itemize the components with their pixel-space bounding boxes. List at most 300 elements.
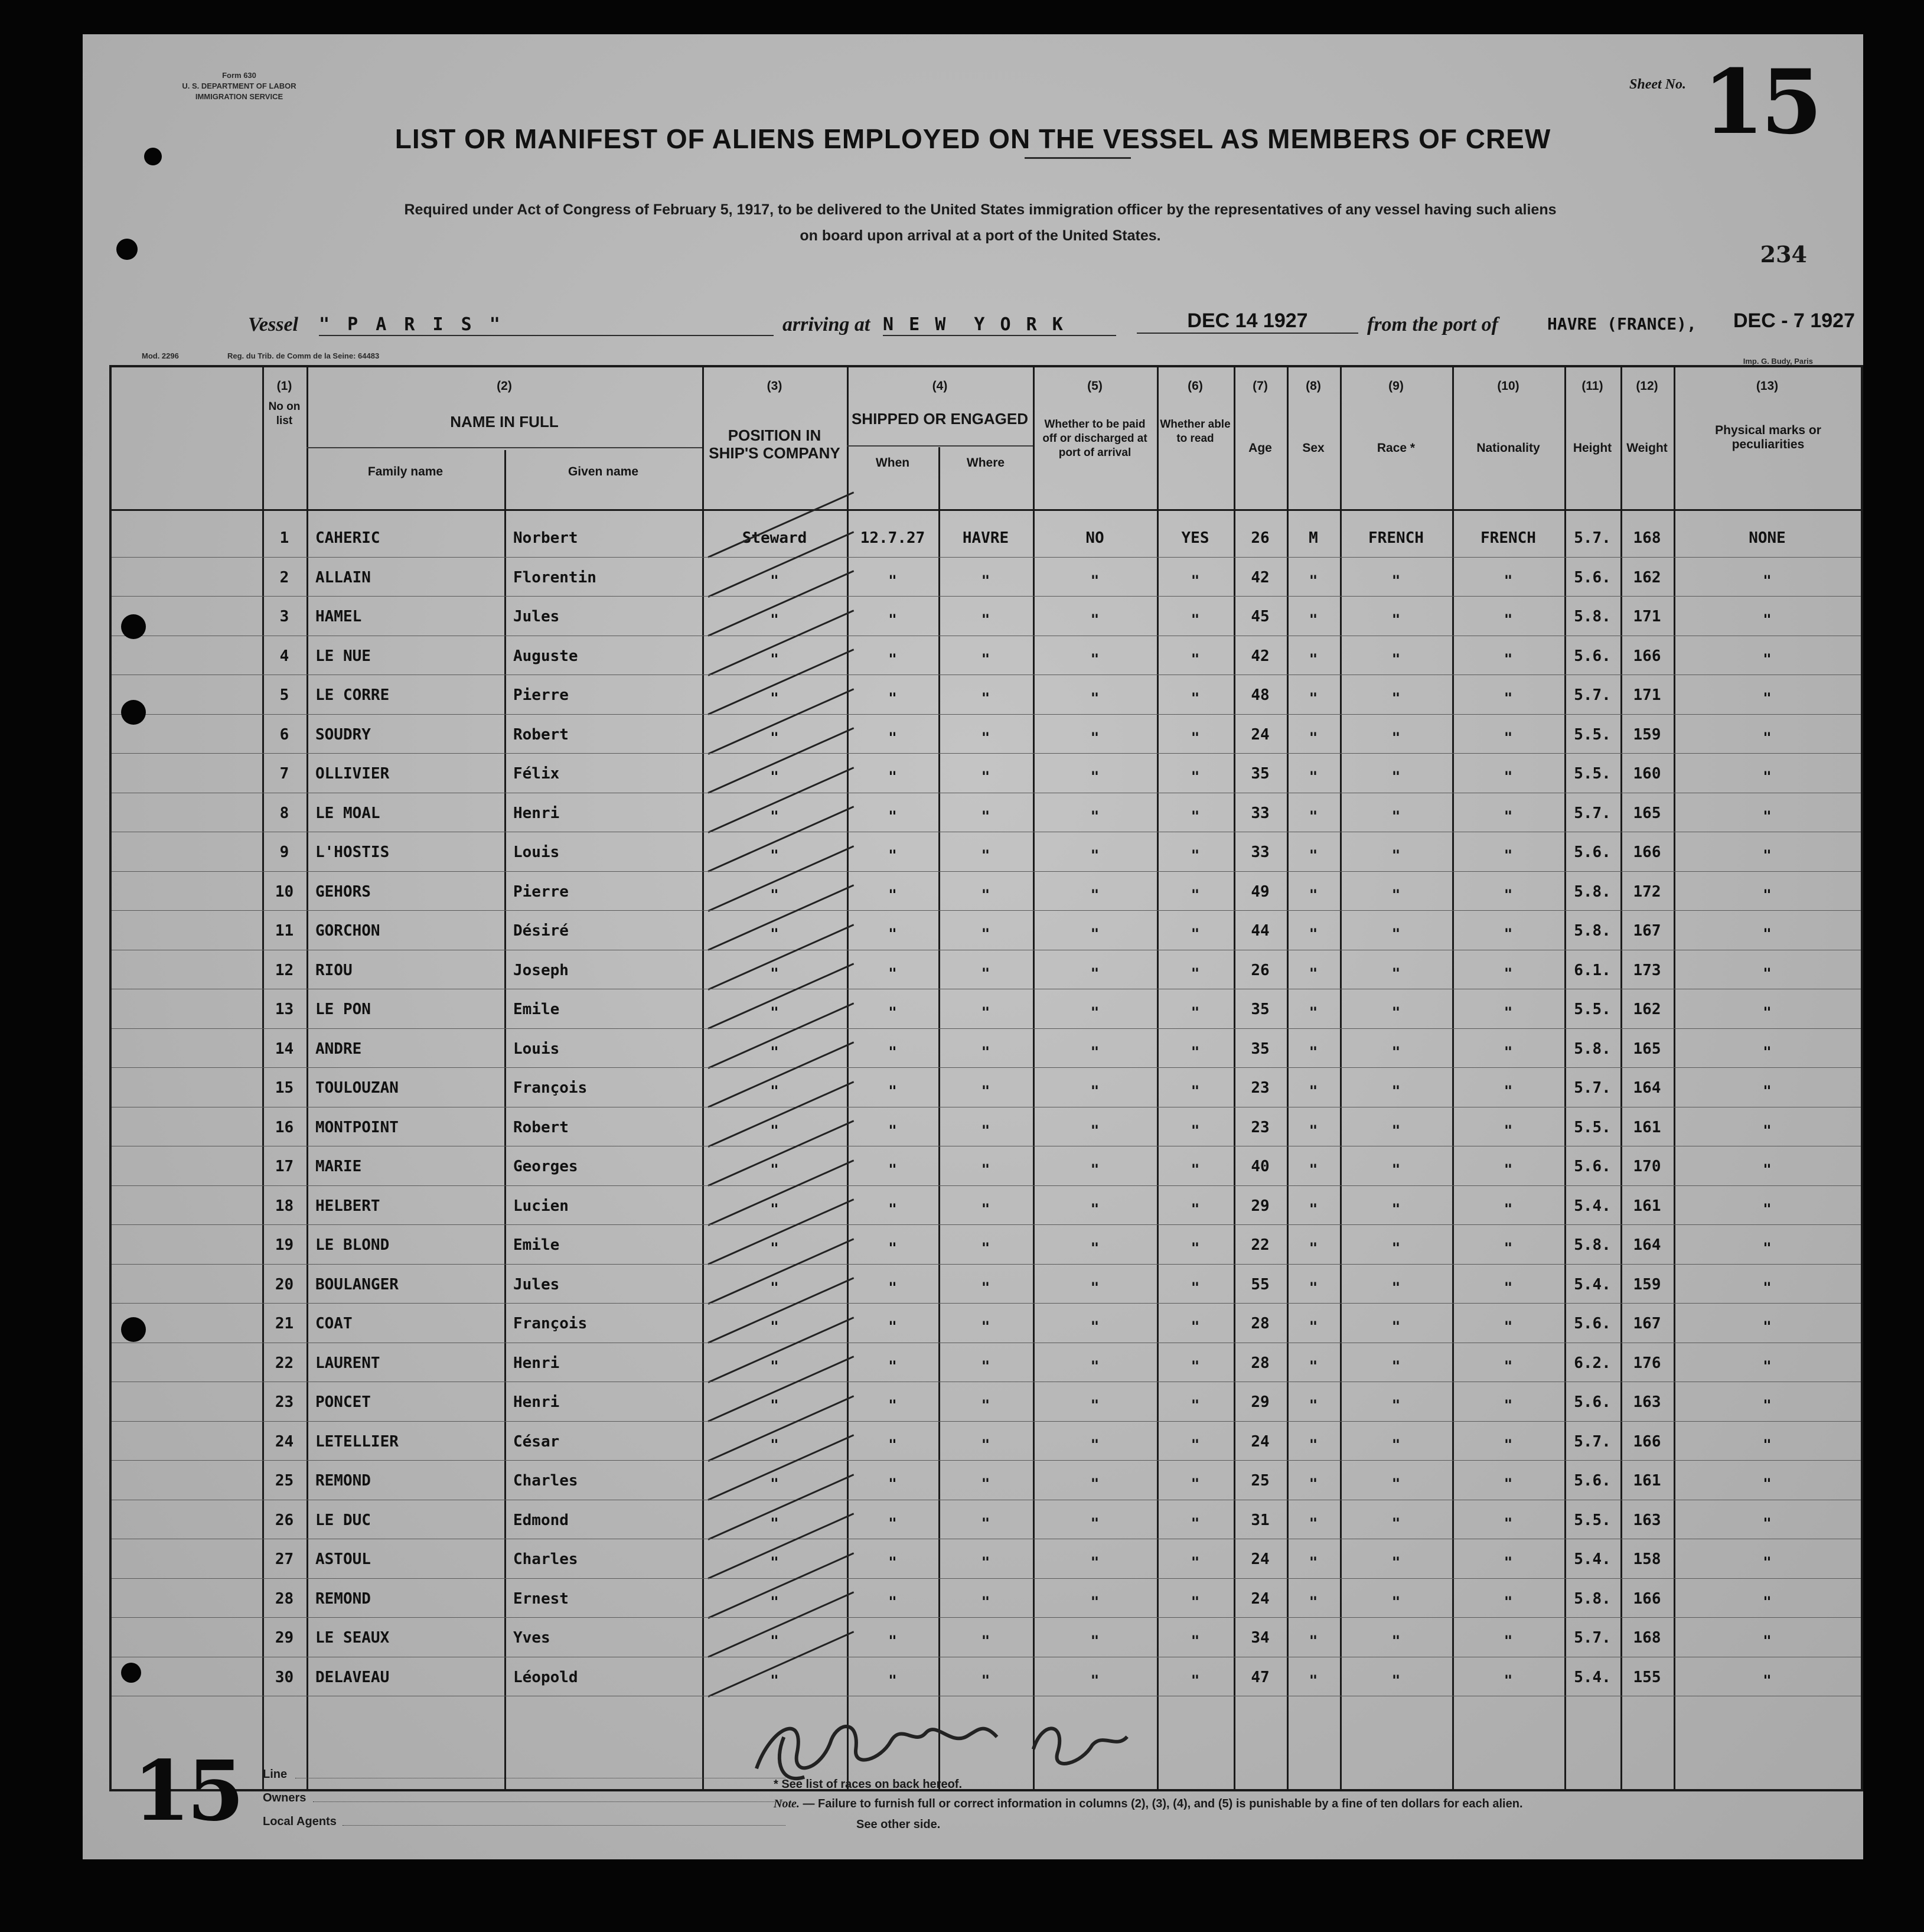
cell-family: PONCET bbox=[315, 1393, 371, 1411]
cell-marks: " bbox=[1763, 847, 1772, 864]
cell-nationality: " bbox=[1504, 572, 1513, 589]
cell-weight: 161 bbox=[1633, 1472, 1661, 1490]
cell-age: 44 bbox=[1251, 922, 1270, 940]
cell-position: " bbox=[770, 1475, 779, 1492]
cell-marks: " bbox=[1763, 1083, 1772, 1099]
cell-where: " bbox=[981, 1633, 990, 1649]
cell-given: Joseph bbox=[513, 961, 569, 979]
cell-height: 5.4. bbox=[1574, 1197, 1611, 1215]
row-rule bbox=[112, 1578, 1861, 1579]
row-rule bbox=[112, 1028, 1861, 1029]
cell-nationality: " bbox=[1504, 1161, 1513, 1178]
owners-field bbox=[313, 1801, 785, 1802]
cell-where: " bbox=[981, 611, 990, 628]
cell-age: 24 bbox=[1251, 1589, 1270, 1608]
row-rule bbox=[112, 1303, 1861, 1304]
cell-position: " bbox=[770, 690, 779, 706]
cell-age: 48 bbox=[1251, 686, 1270, 704]
cell-when: " bbox=[888, 1122, 897, 1139]
cell-age: 23 bbox=[1251, 1118, 1270, 1136]
cell-weight: 171 bbox=[1633, 608, 1661, 625]
sheet-label: Sheet No. bbox=[1629, 77, 1686, 92]
cell-age: 47 bbox=[1251, 1668, 1270, 1686]
cell-read: " bbox=[1191, 1004, 1200, 1021]
cell-family: ANDRE bbox=[315, 1040, 362, 1058]
cell-weight: 158 bbox=[1633, 1550, 1661, 1568]
manifest-sheet bbox=[83, 34, 1863, 1859]
cell-paid-off: " bbox=[1090, 1240, 1100, 1256]
cell-height: 5.6. bbox=[1574, 1158, 1611, 1175]
cell-age: 28 bbox=[1251, 1315, 1270, 1332]
punch-hole bbox=[116, 239, 138, 260]
cell-sex: M bbox=[1309, 529, 1318, 547]
cell-given: Henri bbox=[513, 1354, 560, 1372]
cell-race: " bbox=[1391, 650, 1401, 667]
table-row bbox=[112, 1032, 1861, 1071]
col7-header: Age bbox=[1248, 441, 1272, 455]
cell-height: 5.7. bbox=[1574, 686, 1611, 704]
cell-position: " bbox=[770, 572, 779, 589]
cell-nationality: " bbox=[1504, 690, 1513, 706]
cell-position: " bbox=[770, 926, 779, 942]
cell-read: " bbox=[1191, 1043, 1200, 1060]
cell-age: 25 bbox=[1251, 1472, 1270, 1490]
cell-read: " bbox=[1191, 1436, 1200, 1453]
cell-marks: " bbox=[1763, 1004, 1772, 1021]
cell-where: " bbox=[981, 1436, 990, 1453]
cell-when: " bbox=[888, 1043, 897, 1060]
row-rule bbox=[112, 1185, 1861, 1186]
cell-position: " bbox=[770, 1514, 779, 1532]
table-row bbox=[112, 521, 1861, 560]
cell-weight: 168 bbox=[1633, 1629, 1661, 1647]
cell-race: " bbox=[1391, 611, 1401, 628]
cell-paid-off: " bbox=[1090, 1083, 1100, 1099]
line-label: Line bbox=[263, 1768, 288, 1781]
table-row bbox=[112, 1503, 1861, 1542]
cell-paid-off: " bbox=[1090, 1357, 1100, 1374]
cell-race: " bbox=[1391, 572, 1401, 589]
cell-position: " bbox=[770, 1318, 779, 1335]
cell-nationality: " bbox=[1504, 1357, 1513, 1374]
cell-height: 5.8. bbox=[1574, 608, 1611, 625]
cell-nationality: " bbox=[1504, 1279, 1513, 1296]
mod-number: Mod. 2296 bbox=[142, 351, 179, 360]
cell-position: " bbox=[770, 1240, 779, 1256]
cell-position: " bbox=[770, 1122, 779, 1139]
cell-marks: " bbox=[1763, 1318, 1772, 1335]
cell-where: HAVRE bbox=[962, 529, 1009, 547]
cell-nationality: " bbox=[1504, 611, 1513, 628]
cell-no: 24 bbox=[275, 1432, 294, 1451]
cell-given: Charles bbox=[513, 1472, 578, 1490]
col1-number: (1) bbox=[276, 379, 292, 393]
cell-where: " bbox=[981, 886, 990, 903]
table-row bbox=[112, 1346, 1861, 1385]
cell-family: TOULOUZAN bbox=[315, 1079, 399, 1097]
arriving-label: arriving at bbox=[782, 314, 870, 335]
local-agents-field bbox=[343, 1825, 785, 1826]
note-text: — Failure to furnish full or correct information in columns (2), (3), (4), and (5) is punishable by a fine of ten dollars for each alien. bbox=[803, 1797, 1523, 1810]
cell-paid-off: " bbox=[1090, 690, 1100, 706]
cell-position: " bbox=[770, 1397, 779, 1413]
cell-read: " bbox=[1191, 1633, 1200, 1649]
cell-family: HELBERT bbox=[315, 1197, 380, 1215]
cell-family: L'HOSTIS bbox=[315, 843, 390, 861]
table-row bbox=[112, 1621, 1861, 1660]
cell-read: " bbox=[1191, 965, 1200, 982]
table-row bbox=[112, 1228, 1861, 1267]
cell-no: 2 bbox=[279, 568, 289, 587]
cell-where: " bbox=[981, 1279, 990, 1296]
cell-paid-off: " bbox=[1090, 886, 1100, 903]
cell-where: " bbox=[981, 1475, 990, 1492]
cell-sex: " bbox=[1309, 886, 1318, 903]
cell-weight: 166 bbox=[1633, 1432, 1661, 1451]
cell-position: " bbox=[770, 650, 779, 667]
cell-read: " bbox=[1191, 847, 1200, 864]
page-number: 234 bbox=[1760, 241, 1807, 268]
col9-header: Race * bbox=[1377, 441, 1416, 455]
cell-weight: 162 bbox=[1633, 1001, 1661, 1018]
sheet-number: 15 bbox=[1703, 50, 1819, 154]
col1-header: No on list bbox=[268, 400, 301, 427]
cell-height: 5.6. bbox=[1574, 647, 1611, 665]
cell-marks: " bbox=[1763, 1161, 1772, 1178]
cell-nationality: " bbox=[1504, 1593, 1513, 1610]
cell-position: " bbox=[770, 1083, 779, 1099]
cell-marks: " bbox=[1763, 1514, 1772, 1532]
cell-age: 35 bbox=[1251, 765, 1270, 783]
cell-nationality: " bbox=[1504, 1240, 1513, 1256]
cell-no: 21 bbox=[275, 1315, 294, 1332]
cell-marks: " bbox=[1763, 1122, 1772, 1139]
cell-weight: 164 bbox=[1633, 1079, 1661, 1097]
registration: Reg. du Trib. de Comm de la Seine: 64483 bbox=[227, 351, 380, 360]
row-rule bbox=[112, 1617, 1861, 1618]
cell-marks: " bbox=[1763, 1633, 1772, 1649]
cell-given: Auguste bbox=[513, 647, 578, 665]
cell-where: " bbox=[981, 650, 990, 667]
pencil-check-mark bbox=[707, 491, 854, 558]
cell-paid-off: " bbox=[1090, 965, 1100, 982]
cell-age: 35 bbox=[1251, 1040, 1270, 1058]
cell-weight: 176 bbox=[1633, 1354, 1661, 1372]
cell-where: " bbox=[981, 1357, 990, 1374]
cell-height: 5.5. bbox=[1574, 765, 1611, 783]
cell-given: César bbox=[513, 1432, 560, 1451]
col10-number: (10) bbox=[1497, 379, 1519, 393]
row-rule bbox=[112, 910, 1861, 911]
row-rule bbox=[112, 1460, 1861, 1461]
col5-header: Whether to be paid off or discharged at port of arrival bbox=[1042, 418, 1147, 459]
cell-marks: " bbox=[1763, 1475, 1772, 1492]
cell-given: Henri bbox=[513, 1393, 560, 1411]
cell-given: François bbox=[513, 1315, 588, 1332]
cell-when: " bbox=[888, 768, 897, 785]
cell-where: " bbox=[981, 1318, 990, 1335]
cell-race: " bbox=[1391, 729, 1401, 746]
cell-no: 8 bbox=[279, 804, 289, 822]
cell-height: 5.6. bbox=[1574, 1472, 1611, 1490]
cell-nationality: " bbox=[1504, 1122, 1513, 1139]
cell-paid-off: " bbox=[1090, 1161, 1100, 1178]
cell-nationality: " bbox=[1504, 1672, 1513, 1689]
cell-no: 17 bbox=[275, 1158, 294, 1175]
cell-paid-off: " bbox=[1090, 1554, 1100, 1571]
row-rule bbox=[112, 753, 1861, 754]
cell-when: " bbox=[888, 1279, 897, 1296]
cell-when: " bbox=[888, 926, 897, 942]
table-row bbox=[112, 796, 1861, 835]
cell-when: " bbox=[888, 1161, 897, 1178]
table-row bbox=[112, 1149, 1861, 1188]
cell-no: 3 bbox=[279, 608, 289, 625]
cell-sex: " bbox=[1309, 965, 1318, 982]
cell-height: 5.7. bbox=[1574, 804, 1611, 822]
cell-where: " bbox=[981, 1122, 990, 1139]
cell-age: 24 bbox=[1251, 725, 1270, 744]
cell-read: " bbox=[1191, 1318, 1200, 1335]
table-row bbox=[112, 678, 1861, 717]
cell-position: " bbox=[770, 886, 779, 903]
table-row bbox=[112, 561, 1861, 600]
cell-sex: " bbox=[1309, 847, 1318, 864]
cell-marks: " bbox=[1763, 650, 1772, 667]
table-row bbox=[112, 1307, 1861, 1345]
col6-header: Whether able to read bbox=[1160, 418, 1231, 445]
cell-when: " bbox=[888, 1436, 897, 1453]
cell-sex: " bbox=[1309, 1514, 1318, 1532]
cell-family: SOUDRY bbox=[315, 725, 371, 744]
cell-nationality: " bbox=[1504, 1043, 1513, 1060]
table-row bbox=[112, 1110, 1861, 1149]
cell-given: Jules bbox=[513, 1275, 560, 1294]
cell-family: LE CORRE bbox=[315, 686, 390, 704]
cell-position: " bbox=[770, 1004, 779, 1021]
cell-family: DELAVEAU bbox=[315, 1668, 390, 1686]
cell-height: 5.8. bbox=[1574, 1589, 1611, 1608]
department: U. S. DEPARTMENT OF LABOR bbox=[182, 82, 296, 90]
cell-no: 25 bbox=[275, 1472, 294, 1490]
cell-race: FRENCH bbox=[1368, 529, 1424, 547]
cell-sex: " bbox=[1309, 1161, 1318, 1178]
cell-age: 31 bbox=[1251, 1511, 1270, 1529]
cell-given: Emile bbox=[513, 1236, 560, 1254]
cell-marks: " bbox=[1763, 886, 1772, 903]
cell-read: " bbox=[1191, 572, 1200, 589]
header-rule bbox=[847, 445, 1033, 447]
cell-sex: " bbox=[1309, 1672, 1318, 1689]
cell-paid-off: " bbox=[1090, 1122, 1100, 1139]
cell-nationality: " bbox=[1504, 729, 1513, 746]
cell-race: " bbox=[1391, 768, 1401, 785]
cell-read: YES bbox=[1181, 529, 1209, 547]
cell-paid-off: " bbox=[1090, 572, 1100, 589]
bottom-sheet-number: 15 bbox=[133, 1743, 241, 1840]
cell-marks: NONE bbox=[1749, 529, 1786, 547]
cell-height: 5.5. bbox=[1574, 725, 1611, 744]
cell-height: 5.7. bbox=[1574, 1629, 1611, 1647]
punch-hole bbox=[121, 700, 146, 725]
cell-when: " bbox=[888, 886, 897, 903]
fine-note bbox=[774, 1797, 1600, 1811]
row-rule bbox=[112, 871, 1861, 872]
cell-marks: " bbox=[1763, 1240, 1772, 1256]
cell-sex: " bbox=[1309, 650, 1318, 667]
cell-where: " bbox=[981, 1004, 990, 1021]
cell-where: " bbox=[981, 768, 990, 785]
cell-sex: " bbox=[1309, 926, 1318, 942]
cell-nationality: " bbox=[1504, 847, 1513, 864]
table-row bbox=[112, 600, 1861, 638]
cell-no: 1 bbox=[279, 529, 289, 547]
cell-height: 6.2. bbox=[1574, 1354, 1611, 1372]
cell-marks: " bbox=[1763, 1436, 1772, 1453]
cell-height: 5.5. bbox=[1574, 1001, 1611, 1018]
cell-read: " bbox=[1191, 1554, 1200, 1571]
cell-weight: 161 bbox=[1633, 1197, 1661, 1215]
cell-where: " bbox=[981, 1200, 990, 1217]
cell-when: " bbox=[888, 650, 897, 667]
cell-position: " bbox=[770, 965, 779, 982]
cell-no: 9 bbox=[279, 843, 289, 861]
cell-no: 7 bbox=[279, 765, 289, 783]
arrival-date: DEC 14 1927 bbox=[1137, 309, 1358, 334]
cell-family: LE NUE bbox=[315, 647, 371, 665]
cell-read: " bbox=[1191, 886, 1200, 903]
cell-weight: 161 bbox=[1633, 1118, 1661, 1136]
cell-race: " bbox=[1391, 690, 1401, 706]
cell-where: " bbox=[981, 1043, 990, 1060]
cell-where: " bbox=[981, 1514, 990, 1532]
cell-when: " bbox=[888, 729, 897, 746]
cell-position: " bbox=[770, 1672, 779, 1689]
cell-sex: " bbox=[1309, 1318, 1318, 1335]
cell-race: " bbox=[1391, 1083, 1401, 1099]
cell-where: " bbox=[981, 729, 990, 746]
cell-given: Florentin bbox=[513, 568, 596, 587]
cell-no: 23 bbox=[275, 1393, 294, 1411]
cell-when: " bbox=[888, 1200, 897, 1217]
cell-weight: 166 bbox=[1633, 1589, 1661, 1608]
table-row bbox=[112, 875, 1861, 914]
cell-given: Pierre bbox=[513, 686, 569, 704]
cell-when: " bbox=[888, 965, 897, 982]
cell-no: 29 bbox=[275, 1629, 294, 1647]
table-row bbox=[112, 835, 1861, 874]
cell-race: " bbox=[1391, 1633, 1401, 1649]
cell-family: MARIE bbox=[315, 1158, 362, 1175]
cell-age: 28 bbox=[1251, 1354, 1270, 1372]
cell-read: " bbox=[1191, 1279, 1200, 1296]
cell-marks: " bbox=[1763, 807, 1772, 825]
cell-given: Emile bbox=[513, 1001, 560, 1018]
cell-given: Lucien bbox=[513, 1197, 569, 1215]
cell-sex: " bbox=[1309, 1279, 1318, 1296]
cell-race: " bbox=[1391, 1004, 1401, 1021]
cell-when: " bbox=[888, 847, 897, 864]
cell-age: 33 bbox=[1251, 804, 1270, 822]
row-rule bbox=[112, 596, 1861, 597]
cell-family: REMOND bbox=[315, 1589, 371, 1608]
cell-marks: " bbox=[1763, 572, 1772, 589]
cell-read: " bbox=[1191, 690, 1200, 706]
cell-read: " bbox=[1191, 1357, 1200, 1374]
cell-family: LE SEAUX bbox=[315, 1629, 390, 1647]
cell-sex: " bbox=[1309, 1554, 1318, 1571]
cell-weight: 166 bbox=[1633, 843, 1661, 861]
cell-read: " bbox=[1191, 926, 1200, 942]
cell-when: " bbox=[888, 1004, 897, 1021]
cell-when: " bbox=[888, 1554, 897, 1571]
where-header: Where bbox=[966, 456, 1005, 470]
cell-when: " bbox=[888, 1397, 897, 1413]
cell-sex: " bbox=[1309, 1083, 1318, 1099]
cell-given: Charles bbox=[513, 1550, 578, 1568]
cell-height: 5.8. bbox=[1574, 882, 1611, 901]
cell-race: " bbox=[1391, 1514, 1401, 1532]
vessel-label: Vessel bbox=[248, 314, 298, 335]
cell-no: 4 bbox=[279, 647, 289, 665]
cell-marks: " bbox=[1763, 965, 1772, 982]
cell-paid-off: " bbox=[1090, 1279, 1100, 1296]
col11-number: (11) bbox=[1581, 379, 1603, 393]
cell-paid-off: " bbox=[1090, 1004, 1100, 1021]
cell-when: " bbox=[888, 1593, 897, 1610]
col8-number: (8) bbox=[1306, 379, 1321, 393]
cell-paid-off: NO bbox=[1085, 529, 1104, 547]
cell-family: COAT bbox=[315, 1315, 353, 1332]
cell-race: " bbox=[1391, 807, 1401, 825]
cell-given: Louis bbox=[513, 843, 560, 861]
cell-no: 20 bbox=[275, 1275, 294, 1294]
cell-race: " bbox=[1391, 886, 1401, 903]
cell-marks: " bbox=[1763, 1357, 1772, 1374]
cell-height: 5.4. bbox=[1574, 1668, 1611, 1686]
cell-race: " bbox=[1391, 1240, 1401, 1256]
cell-weight: 159 bbox=[1633, 725, 1661, 744]
cell-where: " bbox=[981, 807, 990, 825]
cell-weight: 163 bbox=[1633, 1511, 1661, 1529]
cell-where: " bbox=[981, 1554, 990, 1571]
cell-family: LE PON bbox=[315, 1001, 371, 1018]
cell-family: GORCHON bbox=[315, 922, 380, 940]
cell-when: " bbox=[888, 1514, 897, 1532]
cell-weight: 167 bbox=[1633, 1315, 1661, 1332]
cell-position: " bbox=[770, 1436, 779, 1453]
cell-marks: " bbox=[1763, 729, 1772, 746]
cell-where: " bbox=[981, 1161, 990, 1178]
cell-paid-off: " bbox=[1090, 807, 1100, 825]
cell-read: " bbox=[1191, 1122, 1200, 1139]
cell-given: François bbox=[513, 1079, 588, 1097]
col7-number: (7) bbox=[1253, 379, 1268, 393]
cell-sex: " bbox=[1309, 1240, 1318, 1256]
col13-number: (13) bbox=[1756, 379, 1779, 393]
cell-read: " bbox=[1191, 611, 1200, 628]
cell-marks: " bbox=[1763, 1043, 1772, 1060]
row-rule bbox=[112, 714, 1861, 715]
cell-given: Norbert bbox=[513, 529, 578, 547]
cell-race: " bbox=[1391, 1436, 1401, 1453]
cell-age: 42 bbox=[1251, 568, 1270, 587]
cell-age: 29 bbox=[1251, 1197, 1270, 1215]
cell-no: 27 bbox=[275, 1550, 294, 1568]
cell-nationality: " bbox=[1504, 807, 1513, 825]
cell-sex: " bbox=[1309, 1436, 1318, 1453]
cell-height: 5.6. bbox=[1574, 843, 1611, 861]
